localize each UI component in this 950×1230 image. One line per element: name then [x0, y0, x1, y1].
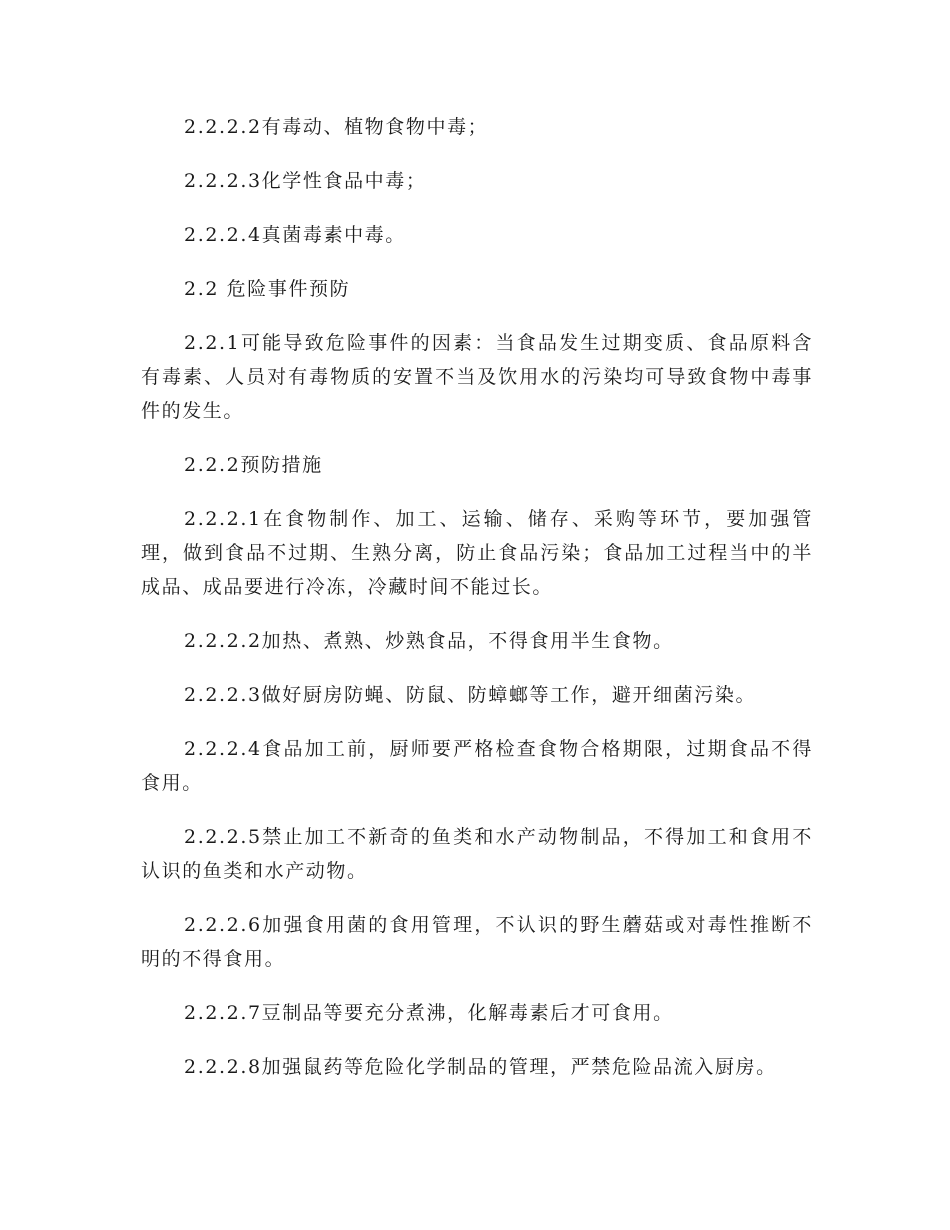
paragraph-item-3: 2.2.2.4真菌毒素中毒。: [184, 224, 406, 246]
document-body: [141, 110, 813, 1104]
paragraph-measure-7: 2.2.2.7豆制品等要充分煮沸，化解毒素后才可食用。: [184, 1002, 674, 1024]
paragraph-measure-4: 2.2.2.4食品加工前，厨师要严格检查食物合格期限，过期食品不得食用。: [141, 738, 813, 794]
paragraph-measure-2: 2.2.2.2加热、煮熟、炒熟食品，不得食用半生食物。: [184, 630, 674, 652]
paragraph-measure-8: 2.2.2.8加强鼠药等危险化学制品的管理，严禁危险品流入厨房。: [184, 1056, 777, 1078]
paragraph-risk-factors: 2.2.1可能导致危险事件的因素：当食品发生过期变质、食品原料含有毒素、人员对有毒物质的安置不当及饮用水的污染均可导致食物中毒事件的发生。: [141, 332, 813, 422]
subsection-heading-prevention-measures: 2.2.2预防措施: [184, 454, 323, 476]
paragraph-measure-6: 2.2.2.6加强食用菌的食用管理，不认识的野生蘑菇或对毒性推断不明的不得食用。: [141, 914, 813, 970]
section-heading-risk-prevention: 2.2 危险事件预防: [184, 278, 351, 300]
paragraph-measure-3: 2.2.2.3做好厨房防蝇、防鼠、防蟑螂等工作，避开细菌污染。: [184, 684, 757, 706]
paragraph-measure-5: 2.2.2.5禁止加工不新奇的鱼类和水产动物制品，不得加工和食用不认识的鱼类和水产动物。: [141, 826, 813, 882]
paragraph-item-2: 2.2.2.3化学性食品中毒；: [184, 170, 427, 192]
paragraph-item-1: 2.2.2.2有毒动、植物食物中毒；: [184, 116, 489, 138]
paragraph-measure-1: 2.2.2.1在食物制作、加工、运输、储存、采购等环节，要加强管理，做到食品不过期、生熟分离，防止食品污染；食品加工过程当中的半成品、成品要进行冷冻，冷藏时间不能过长。: [141, 508, 813, 598]
